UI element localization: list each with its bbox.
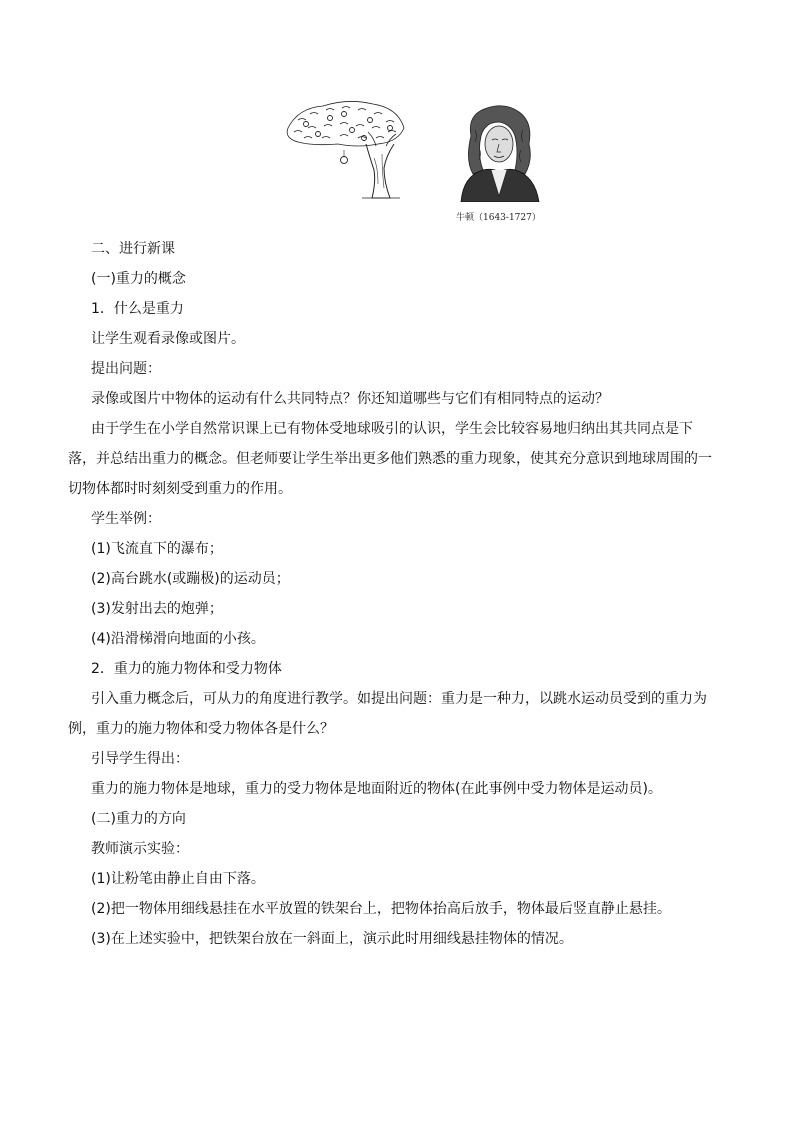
text-line: 提出问题： [91, 361, 161, 377]
text-line: 让学生观看录像或图片。 [91, 331, 245, 347]
list-item: (2)把一物体用细线悬挂在水平放置的铁架台上，把物体抬高后放手，物体最后竖直静止悬挂。 [91, 901, 671, 917]
apple-tree-illustration [278, 98, 408, 202]
list-item: (1)让粉笔由静止自由下落。 [91, 871, 265, 887]
subsection-title: (一)重力的概念 [91, 271, 186, 287]
question-text: 录像或图片中物体的运动有什么共同特点？你还知道哪些与它们有相同特点的运动？ [91, 391, 609, 407]
text-line: 教师演示实验： [91, 841, 189, 857]
paragraph-line: 落，并总结出重力的概念。但老师要让学生举出更多他们熟悉的重力现象，使其充分意识到地球周围的一 [68, 451, 712, 467]
paragraph-line: 切物体都时时刻刻受到重力的作用。 [68, 481, 292, 497]
paragraph [68, 684, 731, 744]
text-line: 学生举例： [91, 511, 161, 527]
paragraph [68, 414, 731, 504]
item-title: 1．什么是重力 [91, 301, 184, 317]
list-item: (1)飞流直下的瀑布； [91, 541, 223, 557]
list-item: (3)发射出去的炮弹； [91, 601, 223, 617]
list-item: (3)在上述实验中，把铁架台放在一斜面上，演示此时用细线悬挂物体的情况。 [91, 931, 573, 947]
subsection-title: (二)重力的方向 [91, 811, 186, 827]
section-heading: 二、进行新课 [91, 241, 175, 257]
figure-area [278, 96, 548, 226]
paragraph-line: 例，重力的施力物体和受力物体各是什么？ [68, 721, 334, 737]
list-item: (2)高台跳水(或蹦极)的运动员； [91, 571, 290, 587]
text-line: 重力的施力物体是地球，重力的受力物体是地面附近的物体(在此事例中受力物体是运动员)。 [91, 781, 662, 797]
paragraph-line: 由于学生在小学自然常识课上已有物体受地球吸引的认识，学生会比较容易地归纳出其共同点是下 [91, 421, 693, 437]
list-item: (4)沿滑梯滑向地面的小孩。 [91, 631, 265, 647]
newton-portrait [453, 100, 545, 202]
item-title: 2．重力的施力物体和受力物体 [91, 661, 282, 677]
portrait-caption: 牛顿（1643-1727） [456, 213, 541, 223]
lesson-content [68, 234, 731, 954]
text-line: 引导学生得出： [91, 751, 189, 767]
paragraph-line: 引入重力概念后，可从力的角度进行教学。如提出问题：重力是一种力，以跳水运动员受到的重力为 [91, 691, 707, 707]
